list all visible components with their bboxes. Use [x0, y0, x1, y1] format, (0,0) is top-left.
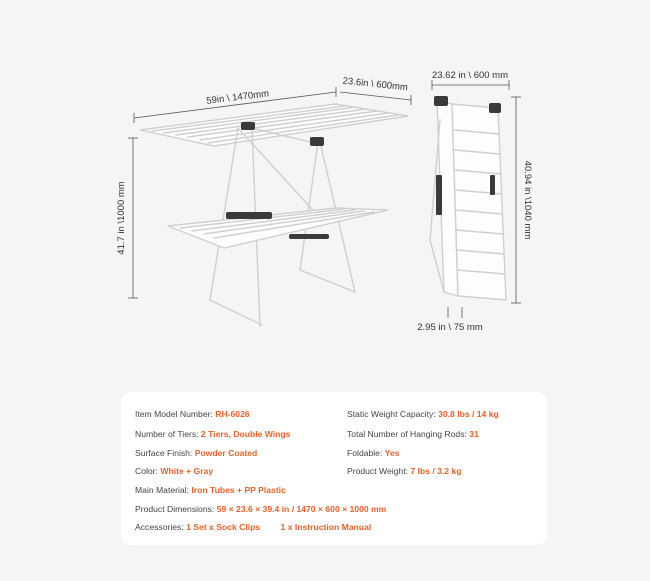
spec-rods-label: Total Number of Hanging Rods: [347, 429, 467, 439]
spec-material [135, 485, 286, 495]
spec-weight [347, 466, 461, 476]
spec-foldable [347, 448, 400, 458]
spec-product-dimensions-value: 59 × 23.6 × 39.4 in / 1470 × 600 × 1000 mm [216, 504, 387, 514]
spec-finish [135, 448, 257, 458]
spec-capacity-value: 30.8 lbs / 14 kg [438, 409, 499, 419]
spec-accessories-label: Accessories: [135, 522, 184, 532]
spec-capacity-label: Static Weight Capacity: [347, 409, 436, 419]
spec-accessories-value: 1 Set x Sock Clips [186, 522, 261, 532]
spec-tiers-value: 2 Tiers, Double Wings [200, 429, 291, 439]
spec-finish-label: Surface Finish: [135, 448, 193, 458]
spec-tiers [135, 429, 290, 439]
spec-foldable-value: Yes [384, 448, 400, 458]
spec-rods-value: 31 [469, 429, 479, 439]
spec-product-dimensions-label: Product Dimensions: [135, 504, 215, 514]
spec-color-value: White + Gray [160, 466, 214, 476]
width-label: 59in \ 1470mm [205, 88, 270, 107]
spec-accessories-value2: 1 x Instruction Manual [280, 522, 372, 532]
spec-material-value: Iron Tubes + PP Plastic [191, 485, 286, 495]
spec-finish-value: Powder Coated [194, 448, 258, 458]
spec-capacity [347, 409, 499, 419]
spec-color-label: Color: [135, 466, 158, 476]
spec-rods [347, 429, 479, 439]
depth-label: 23.6in \ 600mm [342, 75, 409, 94]
specifications-card [121, 392, 547, 545]
spec-model-label: Item Model Number: [135, 409, 213, 419]
spec-weight-label: Product Weight: [347, 466, 408, 476]
spec-model [135, 409, 250, 419]
spec-color [135, 466, 213, 476]
spec-product-dimensions [135, 504, 386, 514]
spec-accessories [135, 522, 371, 532]
spec-model-value: RH-6026 [215, 409, 250, 419]
spec-foldable-label: Foldable: [347, 448, 383, 458]
spec-material-label: Main Material: [135, 485, 189, 495]
folded-height-label: 40.94 in \1040 mm [522, 160, 533, 240]
height-label: 41.7 in \1000 mm [116, 181, 127, 255]
folded-thickness-label: 2.95 in \ 75 mm [417, 322, 483, 333]
spec-weight-value: 7 lbs / 3.2 kg [410, 466, 462, 476]
unfolded-rack [140, 104, 408, 326]
folded-depth-label: 23.62 in \ 600 mm [431, 70, 509, 81]
spec-tiers-label: Number of Tiers: [135, 429, 199, 439]
